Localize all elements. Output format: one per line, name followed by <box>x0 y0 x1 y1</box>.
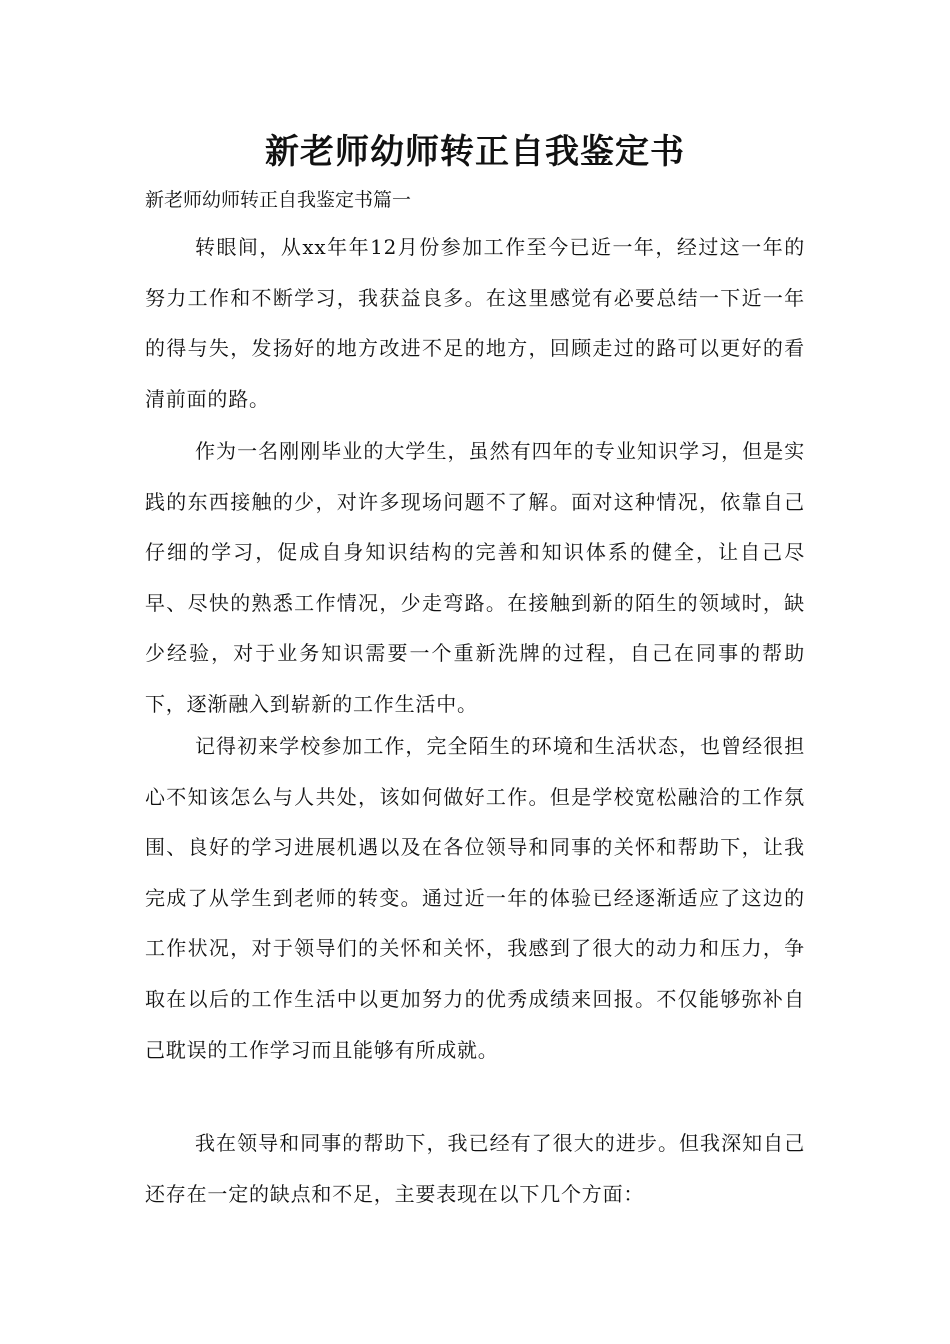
paragraph-4: 我在领导和同事的帮助下，我已经有了很大的进步。但我深知自己还存在一定的缺点和不足，主要表现在以下几个方面： <box>145 1131 805 1206</box>
paragraph-2: 作为一名刚刚毕业的大学生，虽然有四年的专业知识学习，但是实践的东西接触的少，对许多现场问题不了解。面对这种情况，依靠自己仔细的学习，促成自身知识结构的完善和知识体系的健全，让自己尽早、尽快的熟悉工作情况，少走弯路。在接触到新的陌生的领域时，缺少经验，对于业务知识需要一个重新洗牌的过程，自己在同事的帮助下，逐渐融入到崭新的工作生活中。 <box>145 439 805 716</box>
document-subtitle: 新老师幼师转正自我鉴定书篇一 <box>145 189 412 211</box>
document-title: 新老师幼师转正自我鉴定书 <box>265 132 685 172</box>
paragraph-1: 转眼间，从xx年年12月份参加工作至今已近一年，经过这一年的努力工作和不断学习，我获益良多。在这里感觉有必要总结一下近一年的得与失，发扬好的地方改进不足的地方，回顾走过的路可以更好的看清前面的路。 <box>145 235 805 411</box>
paragraph-3: 记得初来学校参加工作，完全陌生的环境和生活状态，也曾经很担心不知该怎么与人共处，该如何做好工作。但是学校宽松融洽的工作氛围、良好的学习进展机遇以及在各位领导和同事的关怀和帮助下，让我完成了从学生到老师的转变。通过近一年的体验已经逐渐适应了这边的工作状况，对于领导们的关怀和关怀，我感到了很大的动力和压力，争取在以后的工作生活中以更加努力的优秀成绩来回报。不仅能够弥补自己耽误的工作学习而且能够有所成就。 <box>145 734 805 1062</box>
